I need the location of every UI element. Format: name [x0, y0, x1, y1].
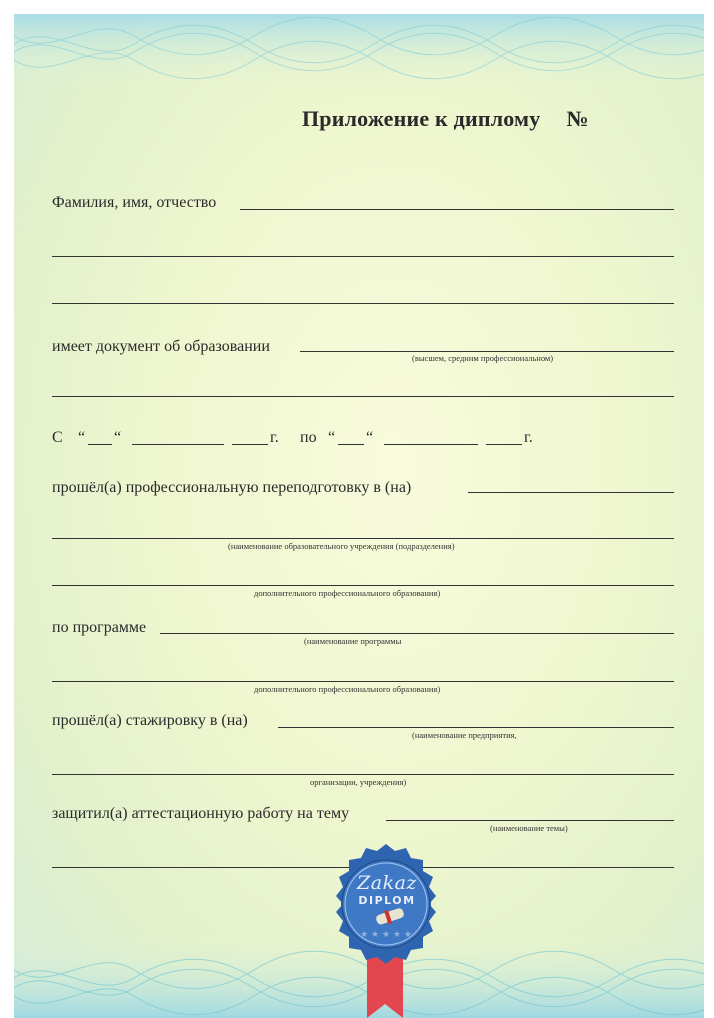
period-end-month-line[interactable]	[384, 444, 478, 445]
seal-graphic	[322, 844, 452, 1018]
fio-line-3[interactable]	[52, 303, 674, 304]
retraining-line-3[interactable]	[52, 585, 674, 586]
thesis-line-1[interactable]	[386, 820, 674, 821]
program-line-2[interactable]	[52, 681, 674, 682]
period-start-month-line[interactable]	[132, 444, 224, 445]
period-quote-open: “	[78, 429, 86, 446]
period-from-label: С	[52, 429, 63, 446]
program-note-2: дополнительного профессионального образования)	[254, 684, 441, 694]
number-sign: №	[566, 106, 589, 131]
period-year-label: г.	[270, 429, 279, 446]
retraining-line-2[interactable]	[52, 538, 674, 539]
retraining-label: прошёл(а) профессиональную переподготовку в (на)	[52, 479, 412, 496]
retraining-line-1[interactable]	[468, 492, 674, 493]
fio-line-2[interactable]	[52, 256, 674, 257]
fio-line-1[interactable]	[240, 209, 674, 210]
period-quote-open-2: “	[328, 429, 336, 446]
retraining-note-1: (наименование образовательного учреждения (подразделения)	[228, 541, 455, 551]
title-text: Приложение к диплому	[302, 106, 541, 131]
period-quote-close-2: “	[366, 429, 374, 446]
diploma-supplement-page	[14, 14, 704, 1018]
education-note: (высшем, средним профессиональном)	[412, 353, 554, 363]
internship-label: прошёл(а) стажировку в (на)	[52, 712, 248, 729]
fio-label: Фамилия, имя, отчество	[52, 194, 217, 211]
internship-note-1: (наименование предприятия,	[412, 730, 517, 740]
svg-text:★ ★ ★ ★ ★: ★ ★ ★ ★ ★	[360, 930, 412, 940]
internship-note-2: организации, учреждения)	[310, 777, 407, 787]
internship-line-2[interactable]	[52, 774, 674, 775]
internship-line-1[interactable]	[278, 727, 674, 728]
seal-text-line1: Zakaz	[357, 872, 417, 894]
program-note-1: (наименование программы	[304, 636, 402, 646]
document-title	[302, 106, 589, 132]
zakaz-diplom-seal	[322, 844, 452, 1018]
period-to-label: по	[300, 429, 317, 446]
seal-text-line2: DIPLOM	[358, 894, 416, 907]
education-line-2[interactable]	[52, 396, 674, 397]
thesis-note: (наименование темы)	[490, 823, 568, 833]
period-start-year-line[interactable]	[232, 444, 268, 445]
period-start-day-line[interactable]	[88, 444, 112, 445]
period-quote-close: “	[114, 429, 122, 446]
period-year-label-2: г.	[524, 429, 533, 446]
seal-stars	[360, 930, 412, 940]
top-guilloche-border	[14, 14, 704, 86]
program-label: по программе	[52, 619, 147, 636]
thesis-label: защитил(а) аттестационную работу на тему	[52, 805, 350, 822]
retraining-note-2: дополнительного профессионального образования)	[254, 588, 441, 598]
period-end-day-line[interactable]	[338, 444, 364, 445]
education-label: имеет документ об образовании	[52, 338, 270, 355]
program-line-1[interactable]	[160, 633, 674, 634]
education-line-1[interactable]	[300, 351, 674, 352]
period-end-year-line[interactable]	[486, 444, 522, 445]
